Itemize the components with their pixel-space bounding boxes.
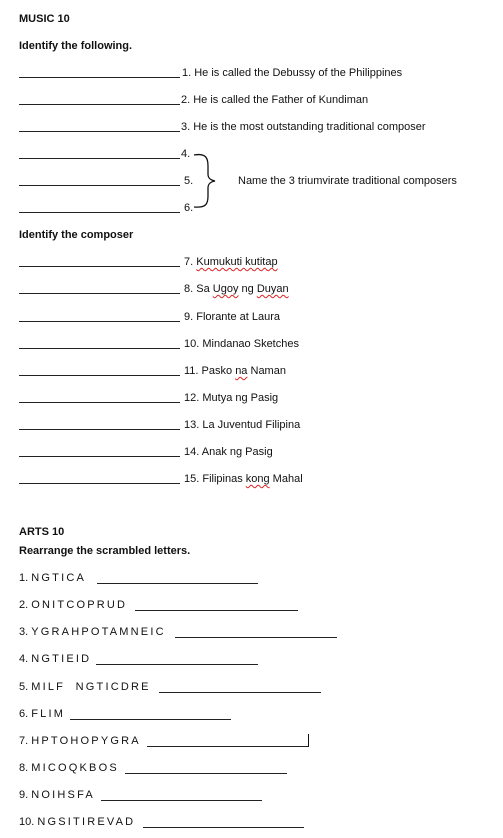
scramble-2: 2. ONITCOPRUD [19,599,128,611]
answer-line-10[interactable] [19,348,180,349]
question-14: 14. Anak ng Pasig [184,446,273,458]
answer-line-3[interactable] [19,131,180,132]
scramble-answer-line-1[interactable] [97,583,258,584]
arts-heading: Rearrange the scrambled letters. [19,545,191,557]
scramble-3: 3. YGRAHPOTAMNEIC [19,626,166,638]
question-2: 2. He is called the Father of Kundiman [181,94,369,106]
answer-line-2[interactable] [19,104,180,105]
scramble-10: 10. NGSITIREVAD [19,816,136,828]
question-9: 9. Florante at Laura [184,311,281,323]
text-cursor [308,734,309,747]
scramble-answer-line-9[interactable] [101,800,262,801]
section2-heading: Identify the composer [19,229,134,241]
answer-line-7[interactable] [19,266,180,267]
question-11: 11. Pasko na Naman [184,365,286,377]
answer-line-5[interactable] [19,185,180,186]
answer-line-6[interactable] [19,212,180,213]
answer-line-14[interactable] [19,456,180,457]
scramble-4: 4. NGTIEID [19,653,92,665]
scramble-answer-line-3[interactable] [175,637,337,638]
question-7: 7. Kumukuti kutitap [184,256,278,268]
answer-line-12[interactable] [19,402,180,403]
answer-line-1[interactable] [19,77,180,78]
answer-line-11[interactable] [19,375,180,376]
scramble-9: 9. NOIHSFA [19,789,95,801]
scramble-5: 5. MILF NGTICDRE [19,681,151,693]
question-15: 15. Filipinas kong Mahal [184,473,303,485]
scramble-answer-line-4[interactable] [96,664,258,665]
section1-heading: Identify the following. [19,40,133,52]
scramble-answer-line-6[interactable] [70,719,231,720]
answer-line-13[interactable] [19,429,180,430]
triumvirate-note: Name the 3 triumvirate traditional composers [238,175,457,187]
question-6: 6. [184,202,194,214]
answer-line-4[interactable] [19,158,180,159]
scramble-6: 6. FLIM [19,708,66,720]
scramble-8: 8. MICOQKBOS [19,762,119,774]
music-title: MUSIC 10 [19,13,70,25]
scramble-answer-line-2[interactable] [135,610,298,611]
question-1: 1. He is called the Debussy of the Philippines [182,67,403,79]
answer-line-9[interactable] [19,321,180,322]
question-10: 10. Mindanao Sketches [184,338,299,350]
scramble-answer-line-10[interactable] [143,827,304,828]
scramble-answer-line-7[interactable] [147,746,308,747]
question-13: 13. La Juventud Filipina [184,419,301,431]
question-4: 4. [181,148,191,160]
scramble-answer-line-5[interactable] [159,692,321,693]
answer-line-8[interactable] [19,293,180,294]
question-5: 5. [184,175,194,187]
question-12: 12. Mutya ng Pasig [184,392,279,404]
answer-line-15[interactable] [19,483,180,484]
scramble-answer-line-8[interactable] [125,773,287,774]
question-8: 8. Sa Ugoy ng Duyan [184,283,289,295]
arts-title: ARTS 10 [19,526,65,538]
scramble-1: 1. NGTICA [19,572,87,584]
question-3: 3. He is the most outstanding traditional composer [181,121,426,133]
scramble-7: 7. HPTOHOPYGRA [19,735,141,747]
curly-brace [192,152,218,210]
